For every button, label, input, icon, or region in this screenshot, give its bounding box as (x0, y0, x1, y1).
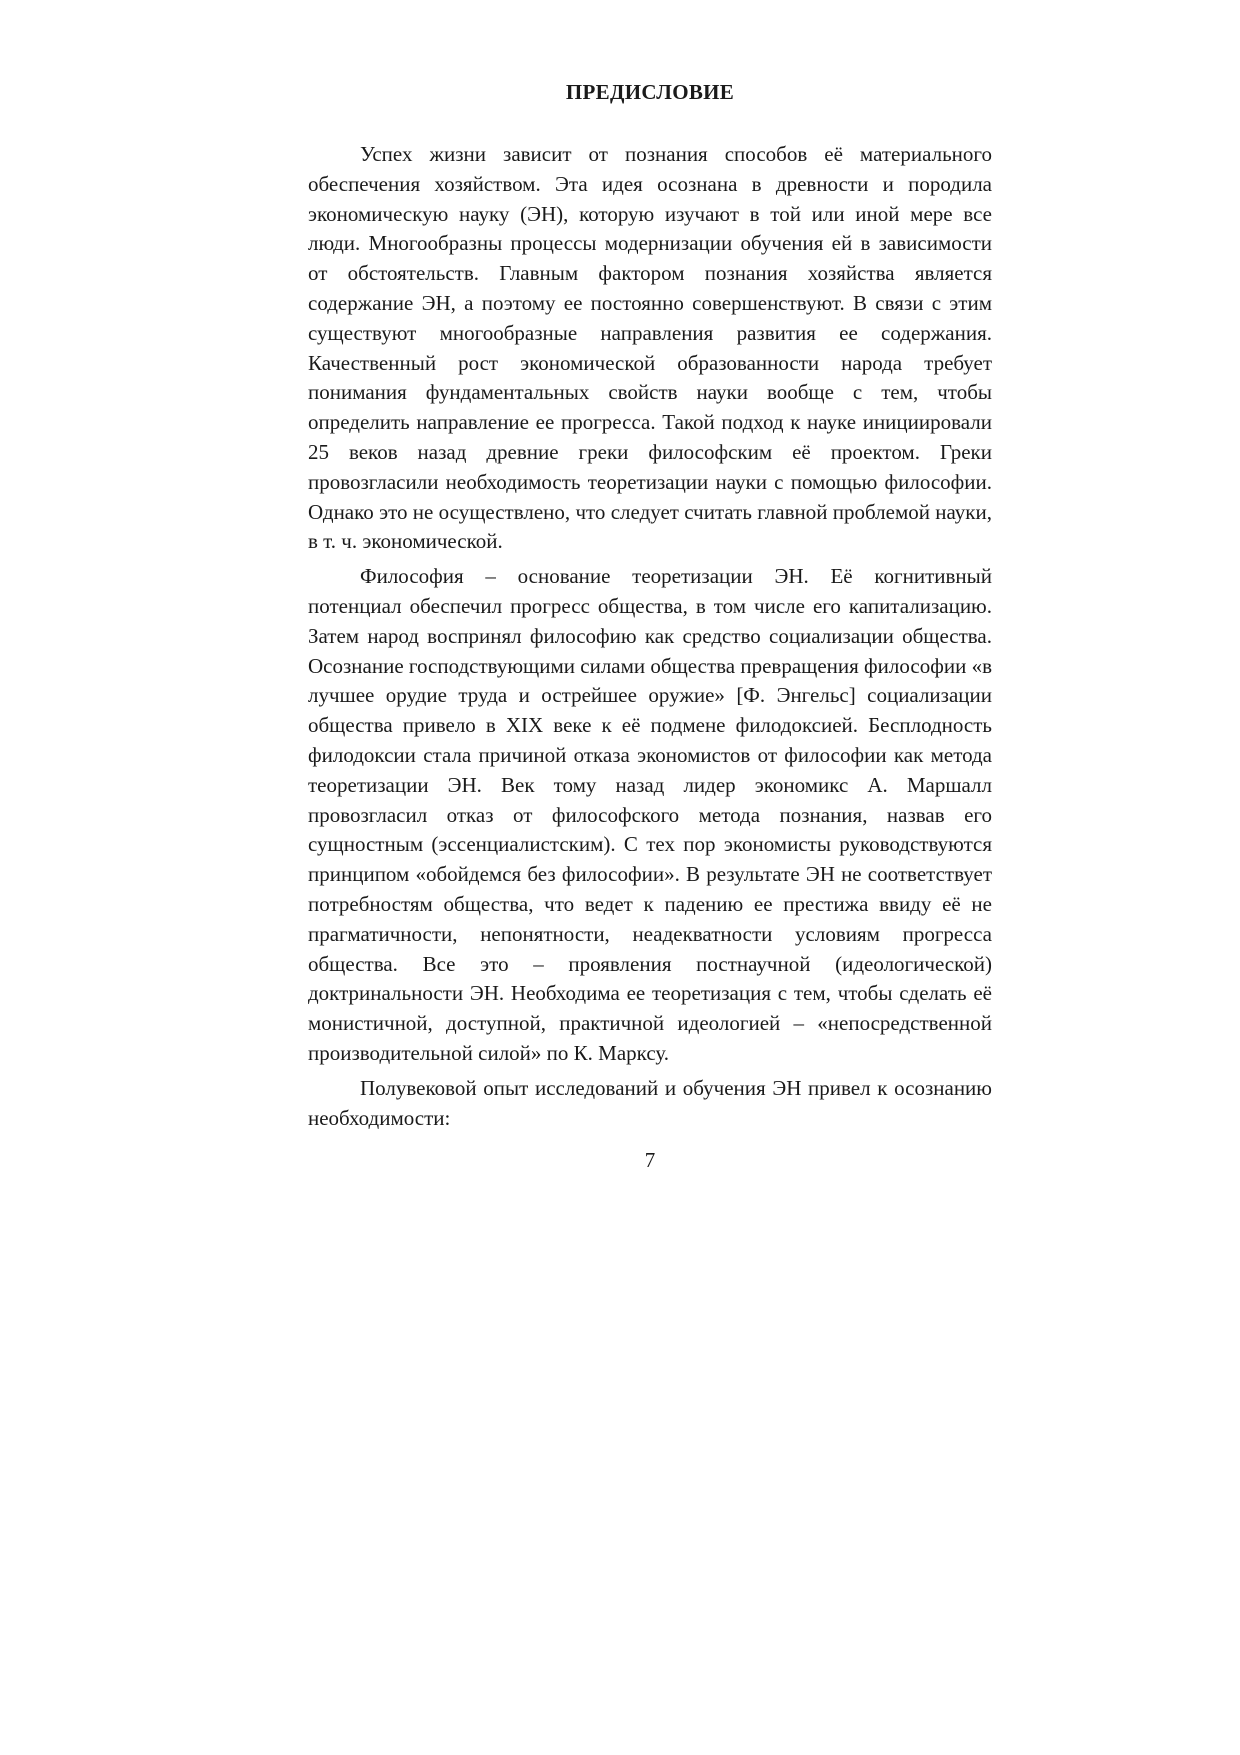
paragraph-1: Успех жизни зависит от познания способов её материального обеспечения хозяйством. Эта идея осознана в древности и породила экономическую науку (ЭН), которую изучают в той или иной мере все люди. Многообразны процессы модернизации обучения ей в зависимости от обстоятельств. Главным фактором познания хозяйства является содержание ЭН, а поэтому ее постоянно совершенствуют. В связи с этим существуют многообразные направления развития ее содержания. Качественный рост экономической образованности народа требует понимания фундаментальных свойств науки вообще с тем, чтобы определить направление ее прогресса. Такой подход к науке инициировали 25 веков назад древние греки философским её проектом. Греки провозгласили необходимость теоретизации науки с помощью философии. Однако это не осуществлено, что следует считать главной проблемой науки, в т. ч. экономической. (308, 142, 992, 554)
body-text (308, 140, 992, 1133)
page-title: ПРЕДИСЛОВИЕ (565, 80, 735, 104)
paragraph-3: Полувековой опыт исследований и обучения ЭН привел к осознанию необходимости: (308, 1075, 992, 1130)
page-number: 7 (644, 1148, 656, 1172)
paragraph-2: Философия – основание теоретизации ЭН. Её когнитивный потенциал обеспечил прогресс общества, в том числе его капитализацию. Затем народ воспринял философию как средство социализации общества. Осознание господствующими силами общества превращения философии «в лучшее орудие труда и острейшее оружие» [Ф. Энгельс] социализации общества привело в XIX веке к её подмене филодоксией. Бесплодность филодоксии стала причиной отказа экономистов от философии как метода теоретизации ЭН. Век тому назад лидер экономикс А. Маршалл провозгласил отказ от философского метода познания, назвав его сущностным (эссенциалистским). С тех пор экономисты руководствуются принципом «обойдемся без философии». В результате ЭН не соответствует потребностям общества, что ведет к падению ее престижа ввиду её не прагматичности, непонятности, неадекватности условиям прогресса общества. Все это – проявления постнаучной (идеологической) доктринальности ЭН. Необходима ее теоретизация с тем, чтобы сделать её монистичной, доступной, практичной идеологией – «непосредственной производительной силой» по К. Марксу. (308, 564, 992, 1065)
